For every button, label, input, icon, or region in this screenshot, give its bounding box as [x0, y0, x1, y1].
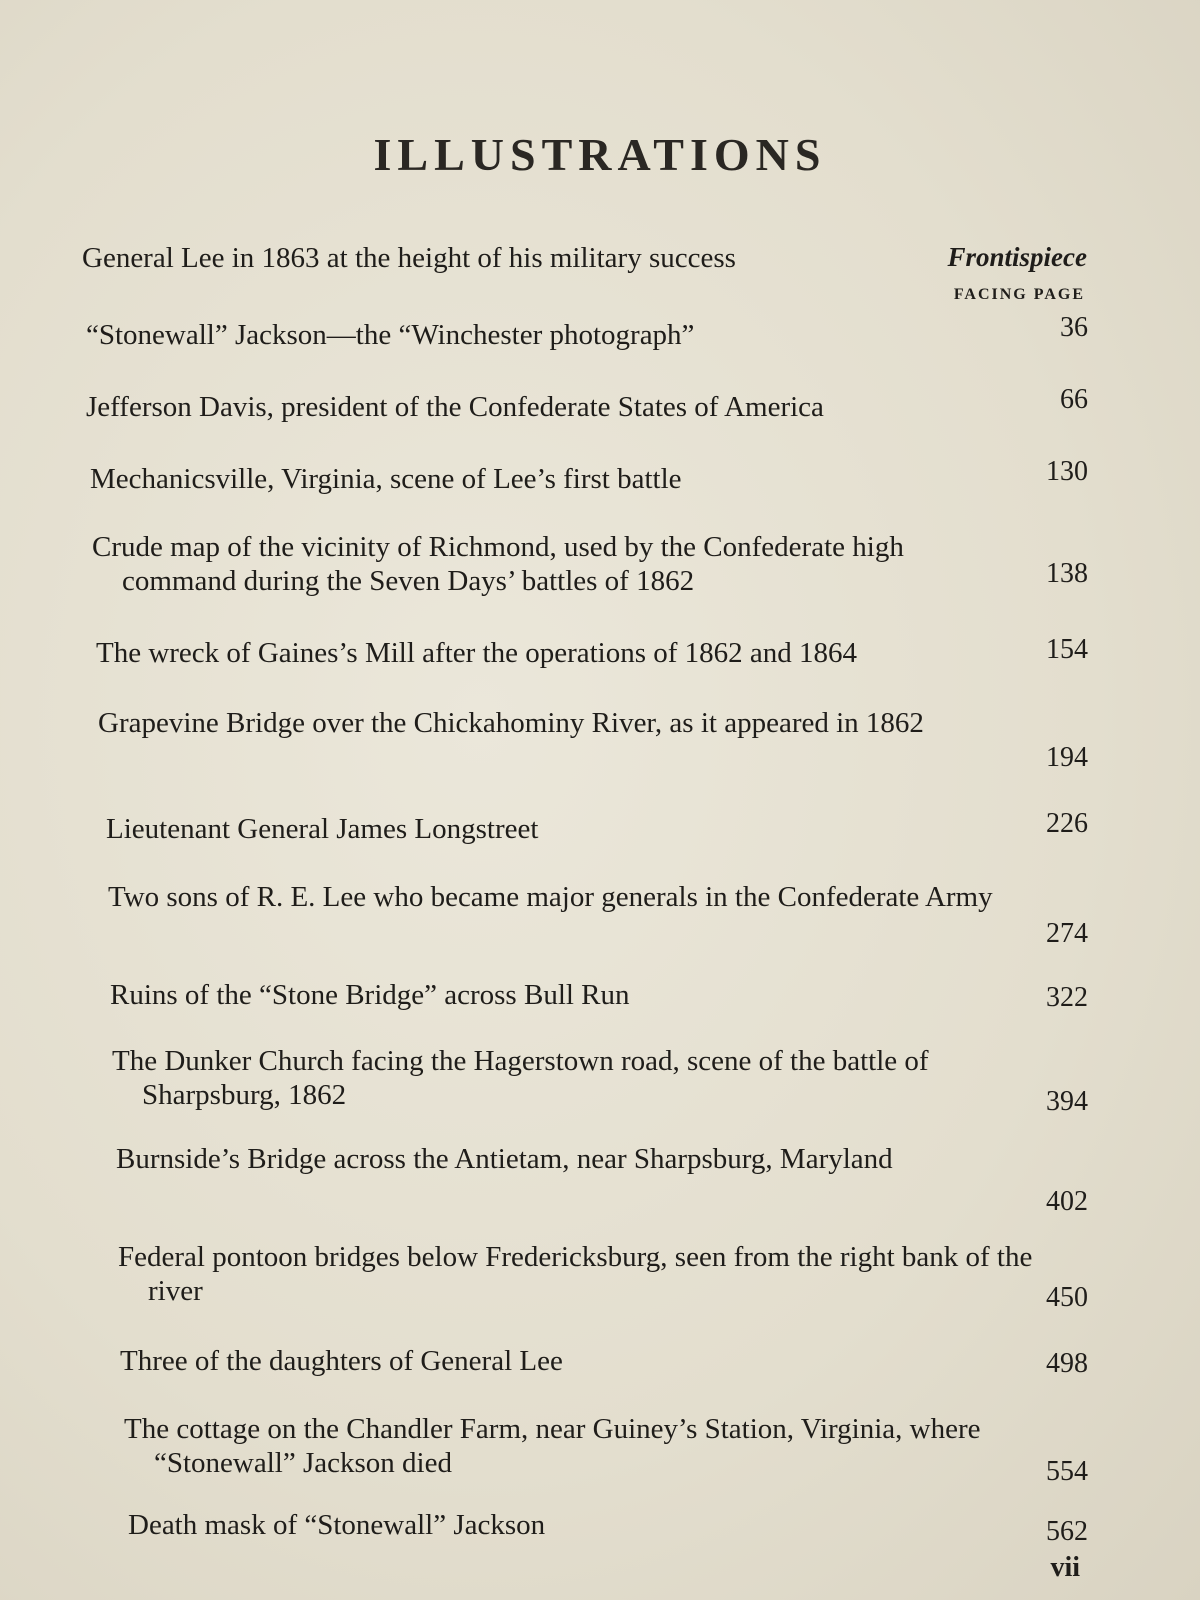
- entry-page: 130: [1046, 456, 1088, 487]
- entry-page: 402: [1046, 1186, 1088, 1217]
- frontispiece-caption: General Lee in 1863 at the height of his military success: [82, 242, 736, 274]
- entry-page: 498: [1046, 1348, 1088, 1379]
- page-number: vii: [1050, 1552, 1080, 1583]
- entry-page: 554: [1046, 1456, 1088, 1487]
- entry-caption: Burnside’s Bridge across the Antietam, near Sharpsburg, Maryland: [116, 1143, 893, 1175]
- entry-caption: Crude map of the vicinity of Richmond, used by the Confederate high command during the Seven Days’ battles of 1862: [92, 531, 904, 597]
- entry-page: 450: [1046, 1282, 1088, 1313]
- entry-caption: Death mask of “Stonewall” Jackson: [128, 1509, 546, 1541]
- frontispiece-label: Frontispiece: [947, 242, 1087, 272]
- entry-page: 322: [1046, 982, 1088, 1013]
- page-title: ILLUSTRATIONS: [373, 129, 827, 180]
- entry-page: 194: [1046, 742, 1088, 773]
- entry-page: 274: [1046, 918, 1088, 949]
- entry-caption: Mechanicsville, Virginia, scene of Lee’s first battle: [90, 463, 682, 495]
- entry-caption: Federal pontoon bridges below Fredericksburg, seen from the right bank of the river: [118, 1241, 1033, 1307]
- entry-caption: Grapevine Bridge over the Chickahominy River, as it appeared in 1862: [98, 707, 924, 739]
- entry-page: 154: [1046, 634, 1088, 665]
- entry-caption: Lieutenant General James Longstreet: [106, 813, 539, 845]
- entry-page: 394: [1046, 1086, 1088, 1117]
- frontispiece-entry: [82, 242, 1087, 275]
- entry-caption: Two sons of R. E. Lee who became major generals in the Confederate Army: [108, 881, 993, 913]
- facing-page-label: FACING PAGE: [953, 286, 1085, 303]
- entry-caption: “Stonewall” Jackson—the “Winchester photograph”: [86, 319, 695, 351]
- entry-caption: Jefferson Davis, president of the Confederate States of America: [86, 391, 824, 423]
- entry-page: 66: [1060, 384, 1088, 415]
- entry-caption: The cottage on the Chandler Farm, near Guiney’s Station, Virginia, where “Stonewall” Jackson died: [124, 1413, 981, 1479]
- entry-page: 36: [1060, 312, 1088, 343]
- entry-caption: Ruins of the “Stone Bridge” across Bull Run: [110, 979, 630, 1011]
- entry-page: 226: [1046, 808, 1088, 839]
- entry-page: 562: [1046, 1516, 1088, 1547]
- entry-page: 138: [1046, 558, 1088, 589]
- entry-caption: The Dunker Church facing the Hagerstown road, scene of the battle of Sharpsburg, 1862: [112, 1045, 929, 1111]
- entry-caption: Three of the daughters of General Lee: [120, 1345, 563, 1377]
- entry-caption: The wreck of Gaines’s Mill after the operations of 1862 and 1864: [96, 637, 858, 669]
